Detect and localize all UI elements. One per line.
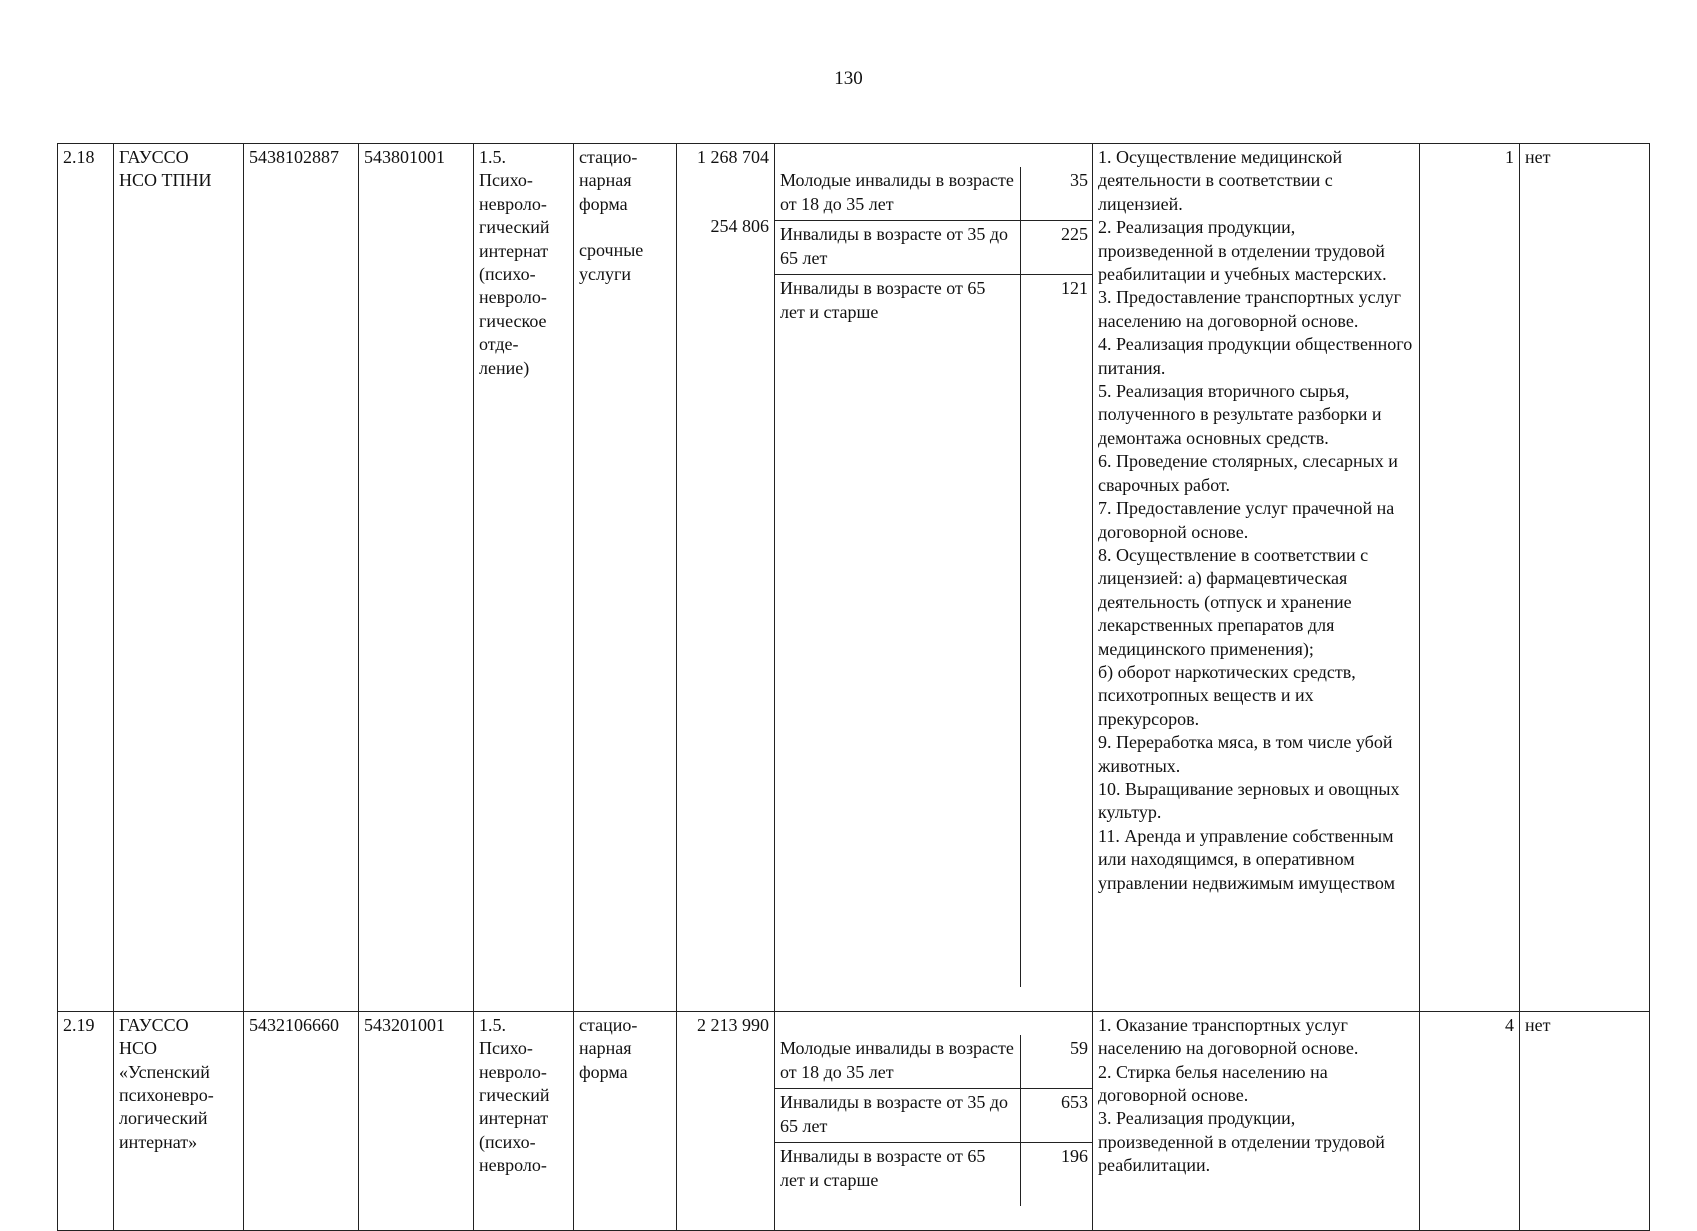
recipient-groups (775, 1011, 1093, 1230)
recipient-group-row (775, 167, 1093, 221)
group-count: 35 (1020, 167, 1093, 221)
institution-type: 1.5. Психо- невроло- гический интернат (психо- невроло- (474, 1011, 574, 1230)
service-form-secondary: срочные услуги (579, 240, 644, 284)
recipient-group-row (775, 1089, 1093, 1143)
inn-code: 5432106660 (244, 1011, 359, 1230)
institutions-table (57, 143, 1650, 1231)
table-row (58, 144, 1650, 1012)
group-count: 196 (1020, 1143, 1093, 1207)
group-count: 59 (1020, 1035, 1093, 1089)
activities-list: 1. Оказание транспортных услуг населению на договорной основе. 2. Стирка белья населению на договорной основе. 3. Реализация продукции, произведенной в отделении трудовой реабилитации. (1093, 1011, 1420, 1230)
amount: 2 213 990 (677, 1011, 775, 1230)
flag-cell: нет (1520, 1011, 1650, 1230)
service-form: стацио- нарная форма (574, 1011, 677, 1230)
flag-cell: нет (1520, 144, 1650, 1012)
group-count: 653 (1020, 1089, 1093, 1143)
value-cell: 4 (1420, 1011, 1520, 1230)
group-count: 121 (1020, 275, 1093, 988)
group-label: Молодые инвалиды в возрасте от 18 до 35 лет (775, 1035, 1020, 1089)
amount-primary: 1 268 704 (697, 147, 769, 167)
group-label: Инвалиды в возрасте от 35 до 65 лет (775, 221, 1020, 275)
group-label: Молодые инвалиды в возрасте от 18 до 35 лет (775, 167, 1020, 221)
inn-code: 5438102887 (244, 144, 359, 1012)
amount-secondary: 254 806 (710, 216, 769, 237)
group-count: 225 (1020, 221, 1093, 275)
amount (677, 144, 775, 1012)
service-form (574, 144, 677, 1012)
kpp-code: 543201001 (359, 1011, 474, 1230)
institution-name: ГАУССО НСО ТПНИ (114, 144, 244, 1012)
recipient-group-row (775, 221, 1093, 275)
recipient-group-row (775, 1143, 1093, 1207)
activities-list: 1. Осуществление медицинской деятельности в соответствии с лицензией. 2. Реализация продукции, произведенной в отделении трудовой реабилитации и учебных мастерских. 3. Предоставление транспортных услуг населению на договорной основе. 4. Реализация продукции общественного питания. 5. Реализация вторичного сырья, полученного в результате разборки и демонтажа основных средств. 6. Проведение столярных, слесарных и сварочных работ. 7. Предоставление услуг прачечной на договорной основе. 8. Осуществление в соответствии с лицензией: а) фармацевтическая деятельность (отпуск и хранение лекарственных препаратов для медицинского применения); б) оборот наркотических средств, психотропных веществ и их прекурсоров. 9. Переработка мяса, в том числе убой животных. 10. Выращивание зерновых и овощных культур. 11. Аренда и управление собственным или находящимся, в оперативном управлении недвижимым имуществом (1093, 144, 1420, 1012)
group-label: Инвалиды в возрасте от 35 до 65 лет (775, 1089, 1020, 1143)
page-number: 130 (834, 68, 863, 89)
group-label: Инвалиды в возрасте от 65 лет и старше (780, 1146, 986, 1190)
group-label: Инвалиды в возрасте от 65 лет и старше (780, 278, 986, 322)
recipient-groups-subtable (775, 1035, 1093, 1206)
service-form-primary: стацио- нарная форма (579, 147, 638, 214)
recipient-group-row (775, 275, 1093, 988)
institution-name: ГАУССО НСО «Успенский психоневро- логический интернат» (114, 1011, 244, 1230)
row-number: 2.19 (58, 1011, 114, 1230)
row-number: 2.18 (58, 144, 114, 1012)
value-cell: 1 (1420, 144, 1520, 1012)
recipient-groups-subtable (775, 167, 1093, 987)
kpp-code: 543801001 (359, 144, 474, 1012)
recipient-groups (775, 144, 1093, 1012)
table-row (58, 1011, 1650, 1230)
institution-type: 1.5. Психо- невроло- гический интернат (психо- невроло- гическое отде- ление) (474, 144, 574, 1012)
recipient-group-row (775, 1035, 1093, 1089)
